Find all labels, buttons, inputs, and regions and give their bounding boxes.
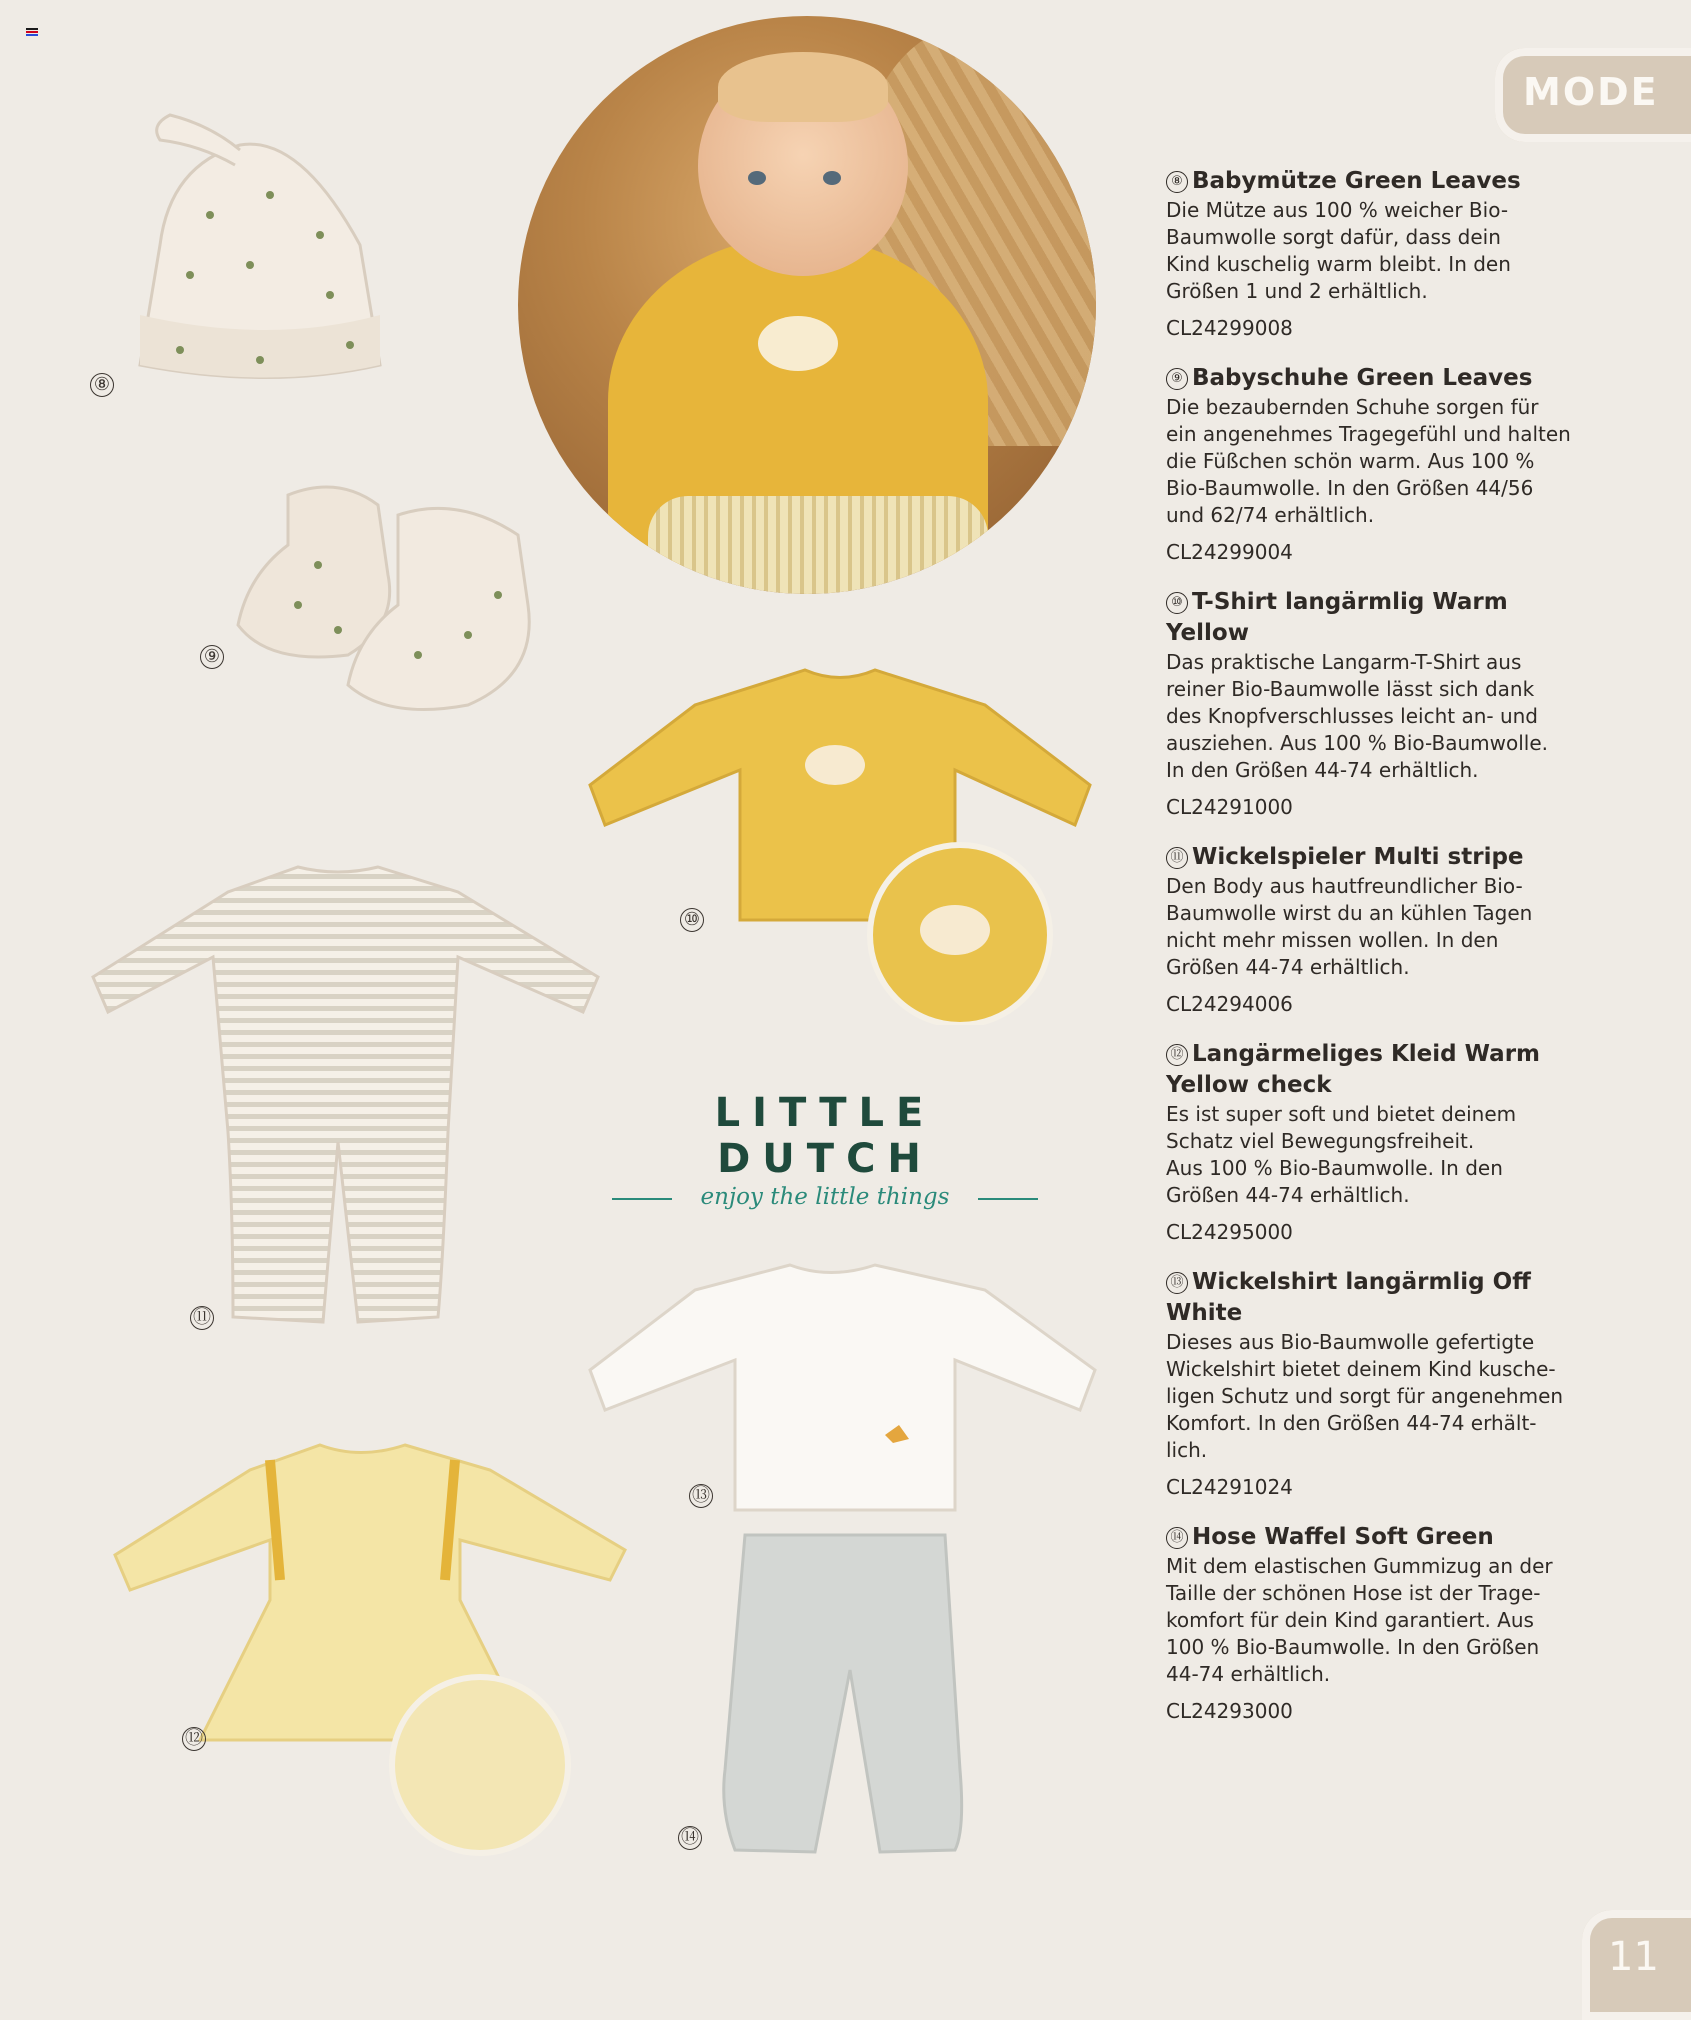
green-pants-image: [715, 1530, 975, 1860]
product-code: CL24291024: [1166, 1475, 1293, 1499]
callout-8: ⑧: [90, 373, 114, 397]
product-code: CL24299004: [1166, 540, 1293, 564]
callout-12: ⑫: [182, 1727, 206, 1751]
product-item: [1166, 842, 1586, 1018]
product-description: Dieses aus Bio-Baumwolle gefertigte Wickelshirt bietet deinem Kind kusche- ligen Schutz und sorgt für angenehmen Komfort. In den Größen 44-74 erhält- lich.: [1166, 1330, 1564, 1462]
product-item: [1166, 363, 1586, 566]
product-code: CL24295000: [1166, 1220, 1293, 1244]
baby-photo: [518, 16, 1096, 594]
product-number: ⑭: [1166, 1527, 1188, 1549]
yellow-tshirt-image: [585, 665, 1095, 1025]
product-number: ⑬: [1166, 1272, 1188, 1294]
product-title: ⑨ Babyschuhe Green Leaves: [1166, 363, 1586, 394]
product-item: [1166, 1267, 1586, 1501]
product-description: Die Mütze aus 100 % weicher Bio- Baumwolle sorgt dafür, dass dein Kind kuschelig warm bleibt. In den Größen 1 und 2 erhältlich.: [1166, 198, 1511, 303]
product-title: ⑬ Wickelshirt langärmlig Off White: [1166, 1269, 1531, 1326]
product-description: Den Body aus hautfreundlicher Bio- Baumwolle wirst du an kühlen Tagen nicht mehr missen wollen. In den Größen 44-74 erhältlich.: [1166, 874, 1533, 979]
callout-13: ⑬: [689, 1484, 713, 1508]
striped-romper-image: [88, 862, 603, 1332]
callout-14: ⑭: [678, 1826, 702, 1850]
brand-tagline: enjoy the little things: [612, 1184, 1038, 1210]
product-code: CL24293000: [1166, 1699, 1293, 1723]
section-tab-label: MODE: [1523, 70, 1659, 114]
product-number: ⑧: [1166, 171, 1188, 193]
product-item: [1166, 1522, 1586, 1725]
product-code: CL24291000: [1166, 795, 1293, 819]
product-description: Das praktische Langarm-T-Shirt aus reiner Bio-Baumwolle lässt sich dank des Knopfverschlusses leicht an- und ausziehen. Aus 100 % Bio-Baumwolle. In den Größen 44-74 erhältlich.: [1166, 650, 1549, 782]
product-number: ⑪: [1166, 847, 1188, 869]
white-wrapshirt-image: [585, 1260, 1100, 1515]
brand-name: LITTLE DUTCH: [714, 1090, 936, 1182]
shoes-image: [228, 455, 548, 725]
product-number: ⑨: [1166, 368, 1188, 390]
product-list: [1166, 166, 1586, 1746]
product-title: ⑭ Hose Waffel Soft Green: [1166, 1522, 1586, 1553]
brand-logo: [612, 1090, 1038, 1210]
product-number: ⑩: [1166, 592, 1188, 614]
yellow-dress-image: [110, 1440, 630, 1860]
product-title: ⑫ Langärmeliges Kleid Warm Yellow check: [1166, 1041, 1541, 1098]
product-description: Die bezaubernden Schuhe sorgen für ein angenehmes Tragegefühl und halten die Füßchen schön warm. Aus 100 % Bio-Baumwolle. In den Größen 44/56 und 62/74 erhältlich.: [1166, 395, 1571, 527]
product-code: CL24299008: [1166, 316, 1293, 340]
page-number: 11: [1608, 1934, 1659, 1980]
product-code: CL24294006: [1166, 992, 1293, 1016]
product-number: ⑫: [1166, 1044, 1188, 1066]
product-description: Es ist super soft und bietet deinem Schatz viel Bewegungsfreiheit. Aus 100 % Bio-Baumwolle. In den Größen 44-74 erhältlich.: [1166, 1102, 1517, 1207]
product-item: [1166, 587, 1586, 821]
product-title: ⑪ Wickelspieler Multi stripe: [1166, 842, 1586, 873]
page-number-box: [1582, 1910, 1691, 2020]
product-title: ⑧ Babymütze Green Leaves: [1166, 166, 1586, 197]
product-item: [1166, 1039, 1586, 1246]
product-title: ⑩ T-Shirt langärmlig Warm Yellow: [1166, 589, 1508, 646]
callout-10: ⑩: [680, 908, 704, 932]
section-tab: [1495, 48, 1691, 142]
callout-11: ⑪: [190, 1306, 214, 1330]
flag-icon: [26, 28, 38, 36]
product-item: [1166, 166, 1586, 342]
product-description: Mit dem elastischen Gummizug an der Taille der schönen Hose ist der Trage- komfort für dein Kind garantiert. Aus 100 % Bio-Baumwolle. In den Größen 44-74 erhältlich.: [1166, 1554, 1553, 1686]
hat-image: [130, 105, 400, 395]
callout-9: ⑨: [200, 645, 224, 669]
